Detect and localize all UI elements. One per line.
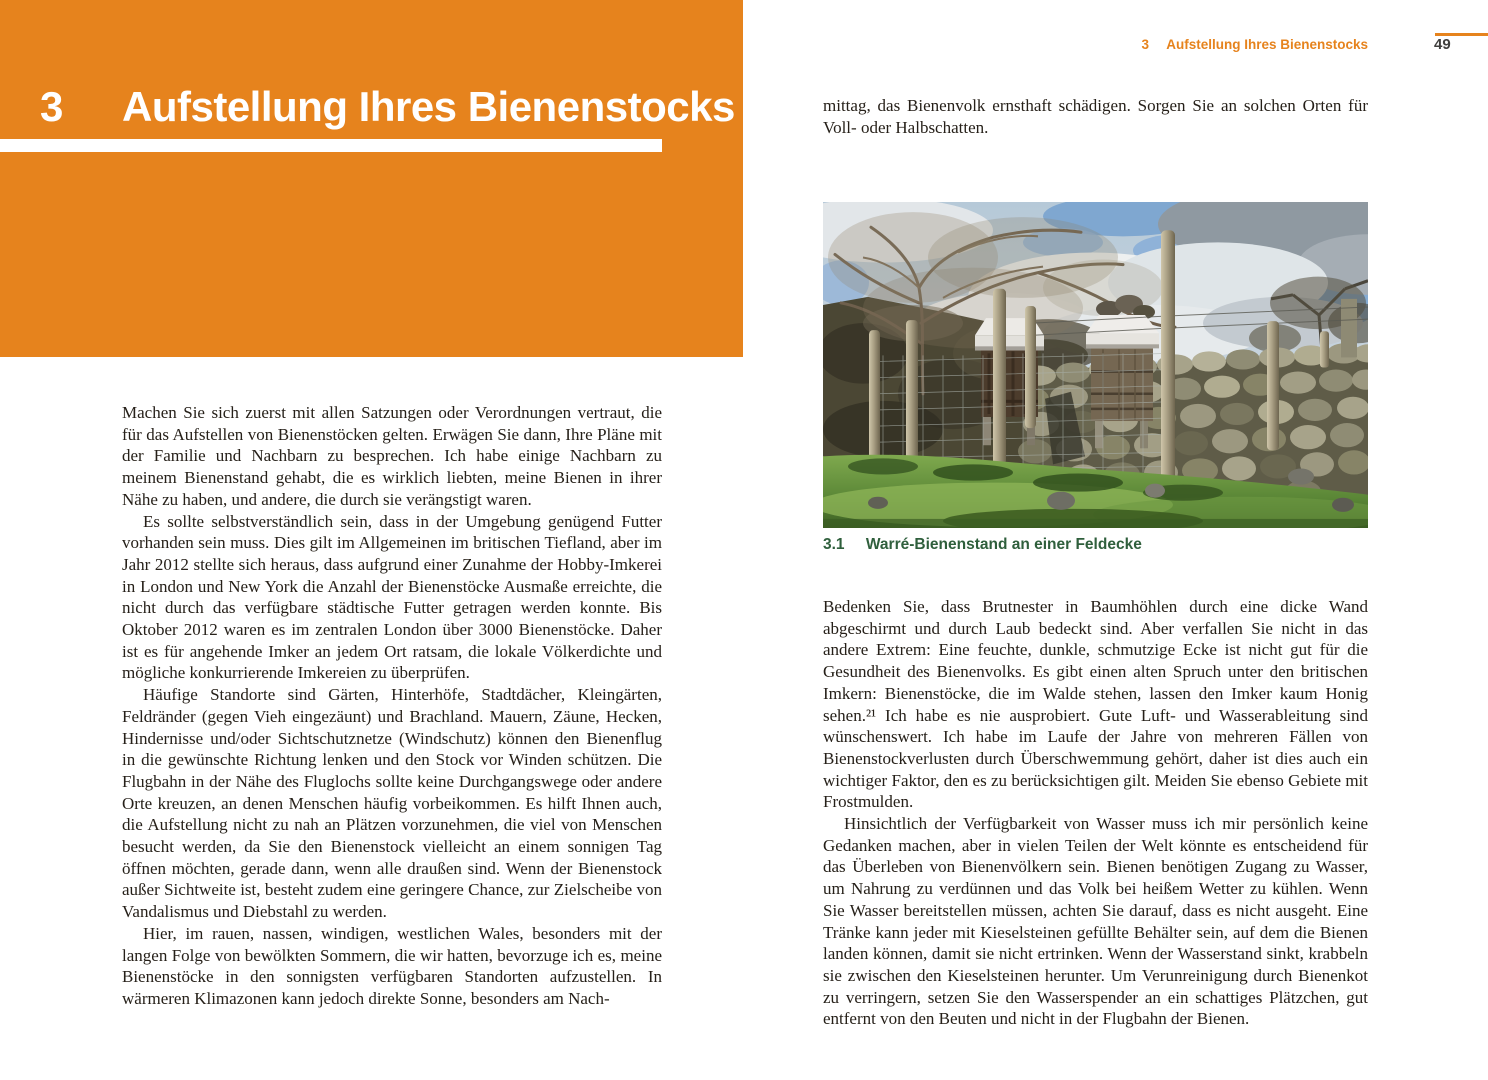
running-header-chapter-number: 3	[1141, 37, 1149, 52]
beehive-photo-illustration	[823, 202, 1368, 528]
right-page-text-top	[823, 95, 1368, 138]
figure-photo	[823, 202, 1368, 528]
left-page-text	[122, 402, 662, 1010]
paragraph: Hinsichtlich der Verfügbarkeit von Wasser muss ich mir persönlich keine Gedanken machen, aber in vielen Teilen der Welt könnte es entscheidend für das Überleben von Bienenvölkern sein. Bienen benötigen Zugang zu Wasser, um Nahrung zu verdünnen und das Volk bei heißem Wetter zu kühlen. Wenn Sie Wasser bereitstellen müssen, achten Sie darauf, dass es nicht ausgeht. Eine Tränke kann jeder mit Kieselsteinen gefüllte Behälter sein, auf dem die Bienen landen können, damit sie nicht ertrinken. Wenn der Wasserstand sinkt, krabbeln sie zwischen den Kieselsteinen herunter. Um Verunreinigung durch Bienenkot zu verringern, setzen Sie den Wasserspender an ein schattiges Plätzchen, gut entfernt von den Beuten und nicht in der Flugbahn der Bienen.	[823, 814, 1368, 1029]
paragraph: mittag, das Bienenvolk ernsthaft schädigen. Sorgen Sie an solchen Orten für Voll- oder Halbschatten.	[823, 96, 1368, 137]
paragraph: Häufige Standorte sind Gärten, Hinterhöfe, Stadtdächer, Kleingärten, Feldränder (gegen Vieh eingezäunt) und Brachland. Mauern, Zäune, Hecken, Hindernisse und/oder Sichtschutznetze (Windschutz) können den Bienenflug in die gewünschte Richtung lenken und den Stock vor Winden schützen. Die Flugbahn in der Nähe des Fluglochs sollte keine Durchgangswege oder andere Orte kreuzen, an denen Menschen häufig vorbeikommen. Es hilft Ihnen auch, die Aufstellung nicht zu nah an Plätzen vorzunehmen, die viel von Menschen besucht werden, da Sie den Bienenstock vielleicht an einem sonnigen Tag öffnen möchten, gerade dann, wenn alle draußen sind. Wenn der Bienenstock außer Sichtweite ist, besteht zudem eine geringere Chance, zur Zielscheibe von Vandalismus und Diebstahl zu werden.	[122, 685, 662, 922]
figure-caption	[823, 536, 1368, 554]
paragraph: Es sollte selbstverständlich sein, dass in der Umgebung genügend Futter vorhanden sein muss. Dies gilt im Allgemeinen im britischen Tiefland, aber im Jahr 2012 stellte sich heraus, dass aufgrund einer Zunahme der Hobby-Imkerei in London und New York die Anzahl der Bienenstöcke Ausmaße erreichte, die nicht durch das verfügbare städtische Futter getragen werden konnte. Bis Oktober 2012 waren es im zentralen London über 3000 Bienenstöcke. Daher ist es für angehende Imker an jedem Ort ratsam, die lokale Völkerdichte und mögliche konkurrierende Imkereien zu überprüfen.	[122, 511, 662, 683]
chapter-number: 3	[40, 83, 63, 130]
chapter-title: Aufstellung Ihres Bienenstocks	[122, 83, 735, 130]
paragraph: Bedenken Sie, dass Brutnester in Baumhöhlen durch eine dicke Wand abgeschirmt und durch Laub bedeckt sind. Aber verfallen Sie nicht in das andere Extrem: Eine feuchte, dunkle, schmutzige Ecke ist nicht gut für die Gesundheit des Bienenvolks. Es gibt einen alten Spruch unter den britischen Imkern: Bienenstöcke, die im Walde stehen, lassen den Imker kaum Honig sehen.²¹ Ich habe es nie ausprobiert. Gute Luft- und Wasserableitung sind wünschenswert. Ich habe im Laufe der Jahre von mehreren Fällen von Bienenstockverlusten durch Überschwemmung gehört, daher ist dies auch ein wichtiger Faktor, den es zu berücksichtigen gilt. Meiden Sie ebenso Gebiete mit Frostmulden.	[823, 597, 1368, 812]
right-page-text-bottom	[823, 596, 1368, 1030]
chapter-banner	[0, 0, 743, 357]
running-header-title: Aufstellung Ihres Bienenstocks	[1166, 37, 1368, 52]
figure-number: 3.1	[823, 536, 845, 553]
page-number: 49	[1434, 36, 1451, 53]
banner-rule	[0, 139, 662, 152]
running-header	[1141, 37, 1368, 52]
paragraph: Machen Sie sich zuerst mit allen Satzungen oder Verordnungen vertraut, die für das Aufstellen von Bienenstöcken gelten. Erwägen Sie dann, Ihre Pläne mit der Familie und Nachbarn zu besprechen. Ich habe einige Nachbarn zu meinem Bienenstand gehabt, die es wirklich liebten, meine Bienen in ihrer Nähe zu haben, und andere, die durch sie verängstigt waren.	[122, 403, 662, 509]
figure-caption-text: Warré-Bienenstand an einer Feldecke	[865, 536, 1142, 553]
paragraph: Hier, im rauen, nassen, windigen, westlichen Wales, besonders mit der langen Folge von bewölkten Sommern, die wir hatten, bevorzuge ich es, meine Bienenstöcke in den sonnigsten verfügbaren Standorten aufzustellen. In wärmeren Klimazonen kann jedoch direkte Sonne, besonders am Nach-	[122, 923, 662, 1008]
